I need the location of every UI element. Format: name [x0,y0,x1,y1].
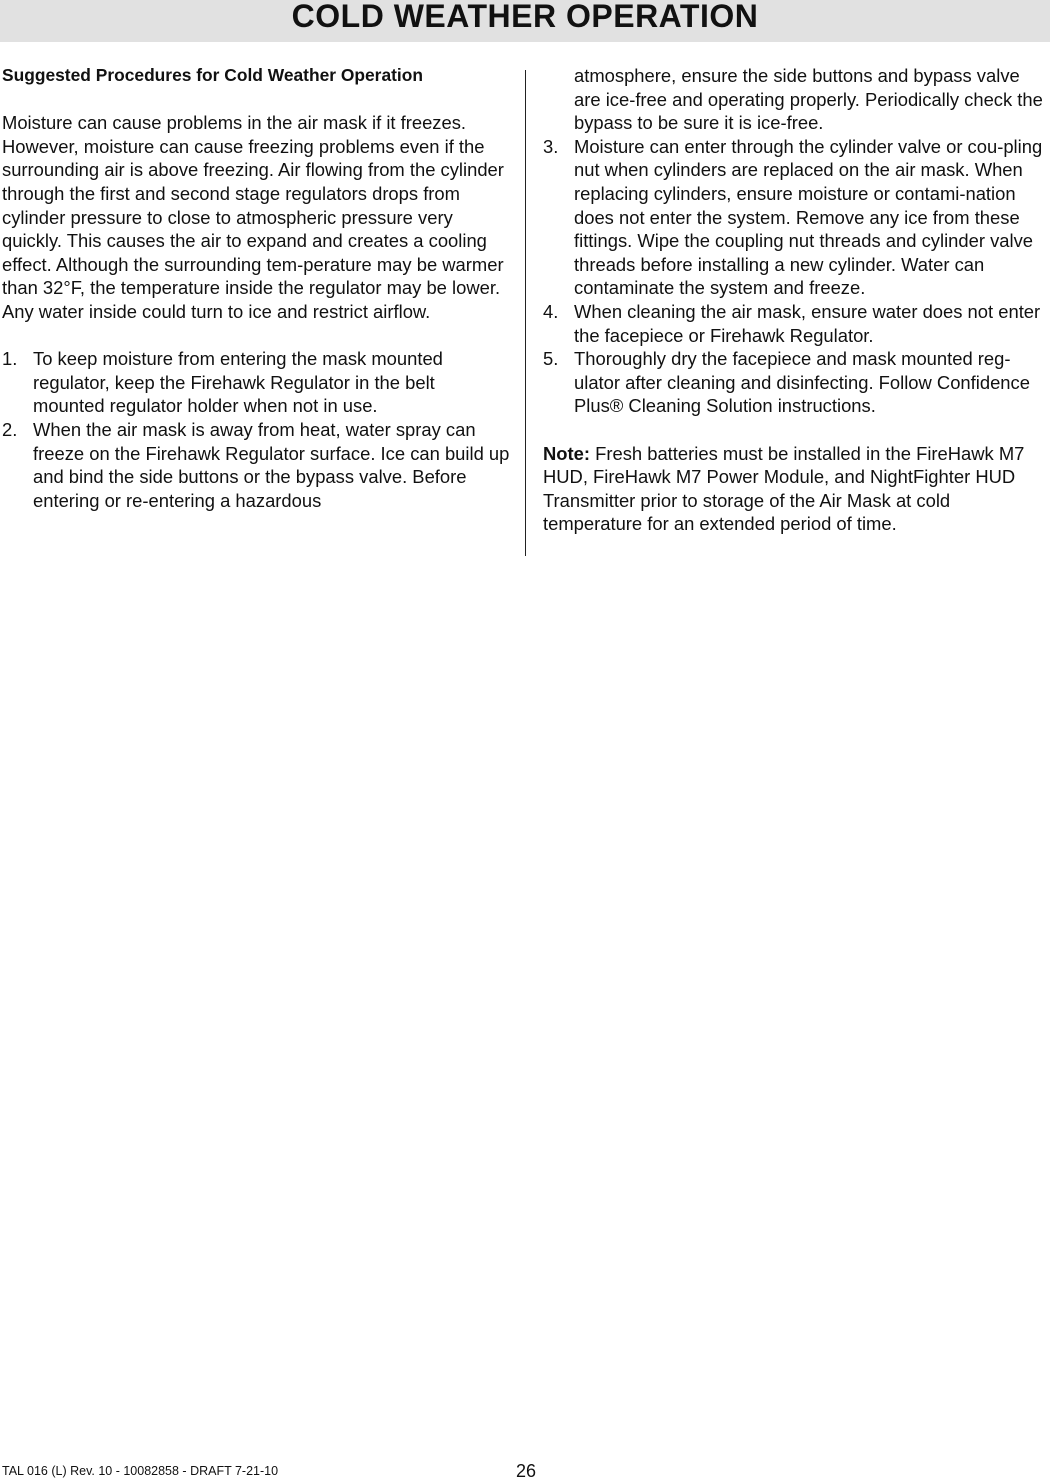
list-number: 2. [2,418,18,440]
left-column [2,64,510,512]
right-column [543,64,1050,536]
list-item-3 [543,135,1050,300]
list-item-1 [2,347,510,418]
list-text: Moisture can enter through the cylinder valve or cou-pling nut when cylinders are replaced on the air mask. When replacing cylinders, ensure moisture or contami-nation does not enter the system. Remove any ice from these fittings. Wipe the coupling nut threads and cylinder valve threads before installing a new cylinder. Water can contaminate the system and freeze. [574,135,1043,299]
list-text: When the air mask is away from heat, water spray can freeze on the Firehawk Regulator surface. Ice can build up and bind the side buttons or the bypass valve. Before entering or re-entering a hazardous [33,418,510,511]
list-item-2-continuation: atmosphere, ensure the side buttons and bypass valve are ice-free and operating properly. Periodically check the bypass to be sure it is ice-free. [574,65,1043,134]
page-title: COLD WEATHER OPERATION [291,0,759,34]
list-number: 1. [2,348,18,370]
list-item-5 [543,347,1050,418]
list-number: 4. [543,300,559,322]
page-number: 26 [516,1461,537,1481]
list-item-2 [2,418,510,512]
section-heading: Suggested Procedures for Cold Weather Operation [2,65,423,85]
list-text: Thoroughly dry the facepiece and mask mounted reg-ulator after cleaning and disinfecting. Follow Confidence Plus® Cleaning Solution instructions. [574,348,1030,417]
note-label: Note: [543,442,590,464]
list-number: 5. [543,348,559,370]
list-text: When cleaning the air mask, ensure water does not enter the facepiece or Firehawk Regulator. [574,300,1041,346]
note-paragraph [543,442,1050,536]
list-number: 3. [543,135,559,157]
spacer [2,88,510,112]
note-text: Fresh batteries must be installed in the FireHawk M7 HUD, FireHawk M7 Power Module, and NightFighter HUD Transmitter prior to storage of the Air Mask at cold temperature for an extended period of time. [543,442,1025,535]
column-divider [525,70,526,556]
intro-paragraph: Moisture can cause problems in the air mask if it freezes. However, moisture can cause freezing problems even if the surrounding air is above freezing. Air flowing from the cylinder through the first and second stage regulators drops from cylinder pressure to close to atmospheric pressure very quickly. This causes the air to expand and creates a cooling effect. Although the surrounding tem-perature may be warmer than 32°F, the temperature inside the regulator may be lower. Any water inside could turn to ice and restrict airflow. [2,112,504,322]
title-bar [0,0,1050,42]
spacer [2,324,510,348]
document-code: TAL 016 (L) Rev. 10 - 10082858 - DRAFT 7-21-10 [2,1464,279,1478]
list-text: To keep moisture from entering the mask mounted regulator, keep the Firehawk Regulator in the belt mounted regulator holder when not in use. [33,348,443,417]
spacer [543,418,1050,442]
list-item-4 [543,300,1050,347]
